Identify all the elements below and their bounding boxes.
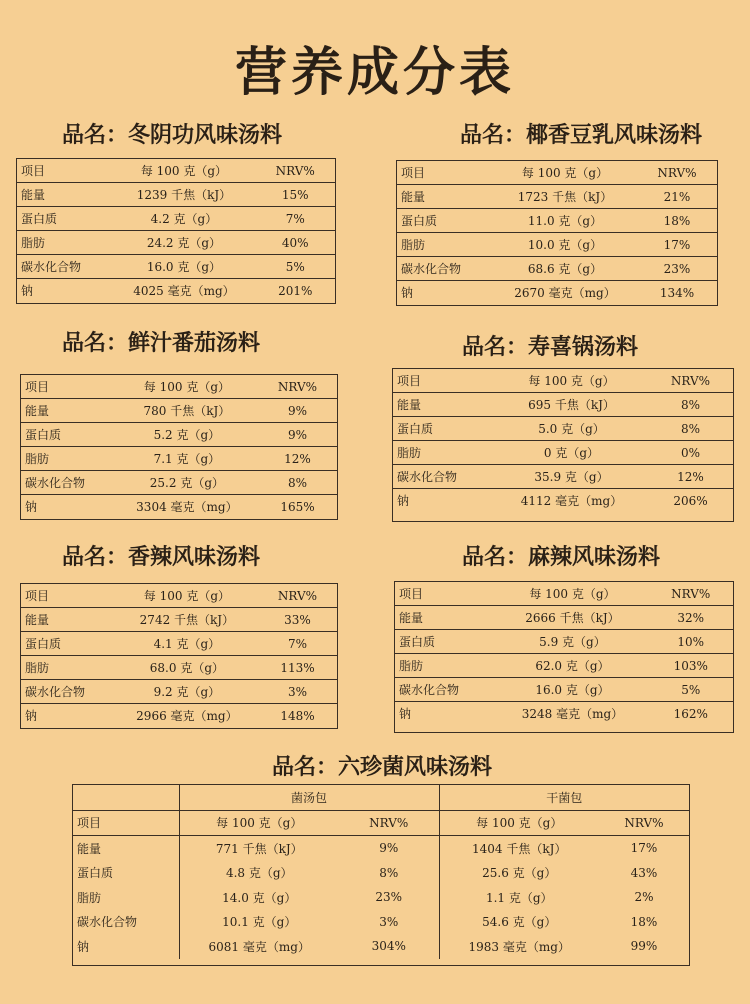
table-header-row <box>393 369 733 393</box>
row-nrv-dried: 99% <box>630 939 658 954</box>
row-value: 5.9 克（g） <box>496 630 648 654</box>
row-value: 2666 千焦（kJ） <box>496 606 648 630</box>
row-value: 68.0 克（g） <box>116 656 258 680</box>
row-nrv: 18% <box>637 209 717 233</box>
table-row <box>17 207 335 231</box>
product-title-coconut: 品名：椰香豆乳风味汤料 <box>460 123 703 148</box>
row-nrv: 12% <box>648 465 733 489</box>
header-item: 项目 <box>21 375 116 399</box>
row-value: 25.2 克（g） <box>116 471 258 495</box>
row-label: 蛋白质 <box>17 207 112 231</box>
row-nrv-soup: 304% <box>371 939 406 954</box>
row-value: 16.0 克（g） <box>496 678 648 702</box>
table-row <box>73 885 689 910</box>
row-nrv: 165% <box>280 499 315 514</box>
row-nrv: 17% <box>637 233 717 257</box>
row-nrv: 3% <box>258 680 337 704</box>
row-value: 4025 毫克（mg） <box>133 284 235 298</box>
row-nrv: 23% <box>637 257 717 281</box>
table-row <box>21 704 337 728</box>
row-label: 脂肪 <box>397 233 493 257</box>
row-value: 695 千焦（kJ） <box>495 393 648 417</box>
row-value: 3304 毫克（mg） <box>136 500 238 514</box>
row-label: 能量 <box>17 183 112 207</box>
row-nrv-soup: 3% <box>379 914 399 929</box>
row-nrv: 201% <box>278 283 313 298</box>
product-title-mala: 品名：麻辣风味汤料 <box>462 545 661 570</box>
nutrition-table-mala <box>394 581 734 733</box>
nutrition-table-spicy <box>20 583 338 729</box>
group-header-dried-pack: 干菌包 <box>439 785 689 810</box>
row-value: 7.1 克（g） <box>116 447 258 471</box>
table-header-row <box>397 161 717 185</box>
row-label: 蛋白质 <box>77 866 114 881</box>
group-header-empty <box>73 785 179 810</box>
table-row <box>73 910 689 935</box>
row-label: 脂肪 <box>393 441 495 465</box>
row-value: 16.0 克（g） <box>112 255 255 279</box>
row-label: 能量 <box>77 841 102 856</box>
header-nrv: NRV% <box>648 582 733 606</box>
row-nrv: 162% <box>673 706 708 721</box>
group-header-row <box>73 785 689 810</box>
row-nrv: 21% <box>637 185 717 209</box>
header-nrv: NRV% <box>637 161 717 185</box>
row-nrv: 103% <box>648 654 733 678</box>
row-value: 24.2 克（g） <box>112 231 255 255</box>
row-value: 2670 毫克（mg） <box>514 286 616 300</box>
table-header-row <box>73 810 689 836</box>
row-nrv-dried: 43% <box>630 865 658 880</box>
table-row <box>393 465 733 489</box>
row-value: 10.0 克（g） <box>493 233 637 257</box>
nutrition-table-mushroom <box>72 784 690 966</box>
row-value: 35.9 克（g） <box>495 465 648 489</box>
table-row <box>73 934 689 959</box>
row-value: 68.6 克（g） <box>493 257 637 281</box>
row-label: 钠 <box>21 284 34 298</box>
row-label: 碳水化合物 <box>395 678 496 702</box>
row-value-dried: 1.1 克（g） <box>439 885 599 910</box>
row-value: 62.0 克（g） <box>496 654 648 678</box>
row-nrv: 32% <box>648 606 733 630</box>
row-label: 能量 <box>395 606 496 630</box>
row-label: 脂肪 <box>21 656 116 680</box>
row-value: 3248 毫克（mg） <box>521 707 624 721</box>
table-row <box>17 279 335 303</box>
row-label: 脂肪 <box>395 654 496 678</box>
table-row <box>21 471 337 495</box>
table-row <box>393 393 733 417</box>
row-value: 4.2 克（g） <box>112 207 255 231</box>
row-value: 4.1 克（g） <box>116 632 258 656</box>
row-value: 9.2 克（g） <box>116 680 258 704</box>
row-nrv-soup: 9% <box>379 841 399 856</box>
group-header-soup-pack: 菌汤包 <box>179 785 439 810</box>
header-nrv: NRV% <box>258 375 337 399</box>
table-row <box>17 183 335 207</box>
header-nrv: NRV% <box>339 810 439 836</box>
table-row <box>395 606 733 630</box>
row-nrv: 8% <box>258 471 337 495</box>
header-per100: 每 100 克（g） <box>112 159 255 183</box>
row-value: 5.2 克（g） <box>116 423 258 447</box>
row-nrv-soup: 8% <box>379 865 399 880</box>
table-header-row <box>395 582 733 606</box>
row-label: 脂肪 <box>77 890 102 905</box>
row-value-soup: 14.0 克（g） <box>179 885 339 910</box>
product-title-tomyum: 品名：冬阴功风味汤料 <box>62 123 283 148</box>
row-value: 1239 千焦（kJ） <box>112 183 255 207</box>
table-row <box>21 632 337 656</box>
header-item: 项目 <box>397 161 493 185</box>
row-value-dried: 25.6 克（g） <box>439 861 599 886</box>
table-row <box>21 423 337 447</box>
row-nrv: 9% <box>258 423 337 447</box>
row-value: 780 千焦（kJ） <box>116 399 258 423</box>
row-label: 钠 <box>401 286 414 300</box>
row-label: 碳水化合物 <box>21 680 116 704</box>
row-value-soup: 10.1 克（g） <box>179 910 339 935</box>
row-label: 碳水化合物 <box>393 465 495 489</box>
row-label: 能量 <box>393 393 495 417</box>
row-nrv-soup: 23% <box>375 890 403 905</box>
row-label: 能量 <box>21 608 116 632</box>
row-label: 钠 <box>77 939 90 954</box>
row-nrv: 5% <box>648 678 733 702</box>
table-row <box>21 608 337 632</box>
row-value-dried: 1404 千焦（kJ） <box>439 836 599 861</box>
row-label: 蛋白质 <box>395 630 496 654</box>
row-nrv: 12% <box>258 447 337 471</box>
header-item: 项目 <box>21 584 116 608</box>
table-header-row <box>17 159 335 183</box>
row-label: 脂肪 <box>17 231 112 255</box>
row-nrv: 33% <box>258 608 337 632</box>
header-per100: 每 100 克（g） <box>116 584 258 608</box>
row-label: 蛋白质 <box>393 417 495 441</box>
table-row <box>393 489 733 513</box>
row-label: 钠 <box>25 500 38 514</box>
table-row <box>397 257 717 281</box>
row-nrv: 5% <box>255 255 335 279</box>
table-row <box>21 495 337 519</box>
row-nrv: 10% <box>648 630 733 654</box>
product-title-tomato: 品名：鲜汁番茄汤料 <box>62 331 261 356</box>
table-row <box>393 441 733 465</box>
table-row <box>73 836 689 861</box>
table-row <box>17 231 335 255</box>
header-item: 项目 <box>73 810 179 836</box>
table-row <box>395 702 733 726</box>
table-header-row <box>21 375 337 399</box>
row-nrv: 9% <box>258 399 337 423</box>
row-label: 蛋白质 <box>397 209 493 233</box>
header-nrv: NRV% <box>258 584 337 608</box>
table-row <box>395 654 733 678</box>
header-per100: 每 100 克（g） <box>439 810 599 836</box>
row-value: 5.0 克（g） <box>495 417 648 441</box>
header-per100: 每 100 克（g） <box>495 369 648 393</box>
table-row <box>397 233 717 257</box>
row-nrv: 206% <box>673 493 708 508</box>
row-label: 蛋白质 <box>21 632 116 656</box>
header-nrv: NRV% <box>599 810 689 836</box>
table-row <box>395 678 733 702</box>
row-label: 蛋白质 <box>21 423 116 447</box>
row-label: 碳水化合物 <box>397 257 493 281</box>
row-label: 能量 <box>21 399 116 423</box>
row-value: 1723 千焦（kJ） <box>493 185 637 209</box>
row-label: 钠 <box>399 707 412 721</box>
header-per100: 每 100 克（g） <box>116 375 258 399</box>
header-nrv: NRV% <box>255 159 335 183</box>
table-row <box>397 281 717 305</box>
row-nrv: 8% <box>648 417 733 441</box>
nutrition-table-tomato <box>20 374 338 520</box>
row-label: 碳水化合物 <box>17 255 112 279</box>
header-item: 项目 <box>393 369 495 393</box>
row-value: 11.0 克（g） <box>493 209 637 233</box>
row-label: 碳水化合物 <box>77 915 138 930</box>
row-nrv-dried: 18% <box>630 914 658 929</box>
header-per100: 每 100 克（g） <box>493 161 637 185</box>
row-nrv: 40% <box>255 231 335 255</box>
table-row <box>17 255 335 279</box>
row-value: 0 克（g） <box>495 441 648 465</box>
product-title-mushroom: 品名：六珍菌风味汤料 <box>272 755 493 780</box>
table-row <box>397 209 717 233</box>
row-label: 钠 <box>397 494 410 508</box>
row-value-soup: 6081 毫克（mg） <box>179 934 339 959</box>
header-item: 项目 <box>17 159 112 183</box>
table-row <box>21 680 337 704</box>
header-item: 项目 <box>395 582 496 606</box>
row-nrv: 7% <box>255 207 335 231</box>
row-nrv-dried: 17% <box>630 841 658 856</box>
row-value-soup: 771 千焦（kJ） <box>179 836 339 861</box>
row-nrv: 134% <box>659 285 695 300</box>
row-value-dried: 54.6 克（g） <box>439 910 599 935</box>
row-value: 2966 毫克（mg） <box>136 709 238 723</box>
table-row <box>21 656 337 680</box>
product-title-spicy: 品名：香辣风味汤料 <box>62 545 261 570</box>
row-label: 碳水化合物 <box>21 471 116 495</box>
row-label: 钠 <box>25 709 38 723</box>
header-per100: 每 100 克（g） <box>496 582 648 606</box>
row-nrv: 15% <box>255 183 335 207</box>
header-nrv: NRV% <box>648 369 733 393</box>
nutrition-table-coconut <box>396 160 718 306</box>
row-nrv-dried: 2% <box>634 890 654 905</box>
row-label: 能量 <box>397 185 493 209</box>
table-row <box>393 417 733 441</box>
row-label: 脂肪 <box>21 447 116 471</box>
product-title-sukiyaki: 品名：寿喜锅汤料 <box>462 335 639 360</box>
row-value: 2742 千焦（kJ） <box>116 608 258 632</box>
row-nrv: 7% <box>258 632 337 656</box>
row-nrv: 0% <box>648 441 733 465</box>
row-nrv: 113% <box>258 656 337 680</box>
table-row <box>397 185 717 209</box>
row-value-dried: 1983 毫克（mg） <box>439 934 599 959</box>
nutrition-table-sukiyaki <box>392 368 734 522</box>
table-row <box>21 399 337 423</box>
header-per100: 每 100 克（g） <box>179 810 339 836</box>
table-row <box>21 447 337 471</box>
table-header-row <box>21 584 337 608</box>
nutrition-table-tomyum <box>16 158 336 304</box>
table-row <box>395 630 733 654</box>
row-nrv: 148% <box>280 708 315 723</box>
row-value: 4112 毫克（mg） <box>520 494 623 508</box>
page-title: 营养成分表 <box>234 43 515 103</box>
row-nrv: 8% <box>648 393 733 417</box>
table-row <box>73 861 689 886</box>
row-value-soup: 4.8 克（g） <box>179 861 339 886</box>
